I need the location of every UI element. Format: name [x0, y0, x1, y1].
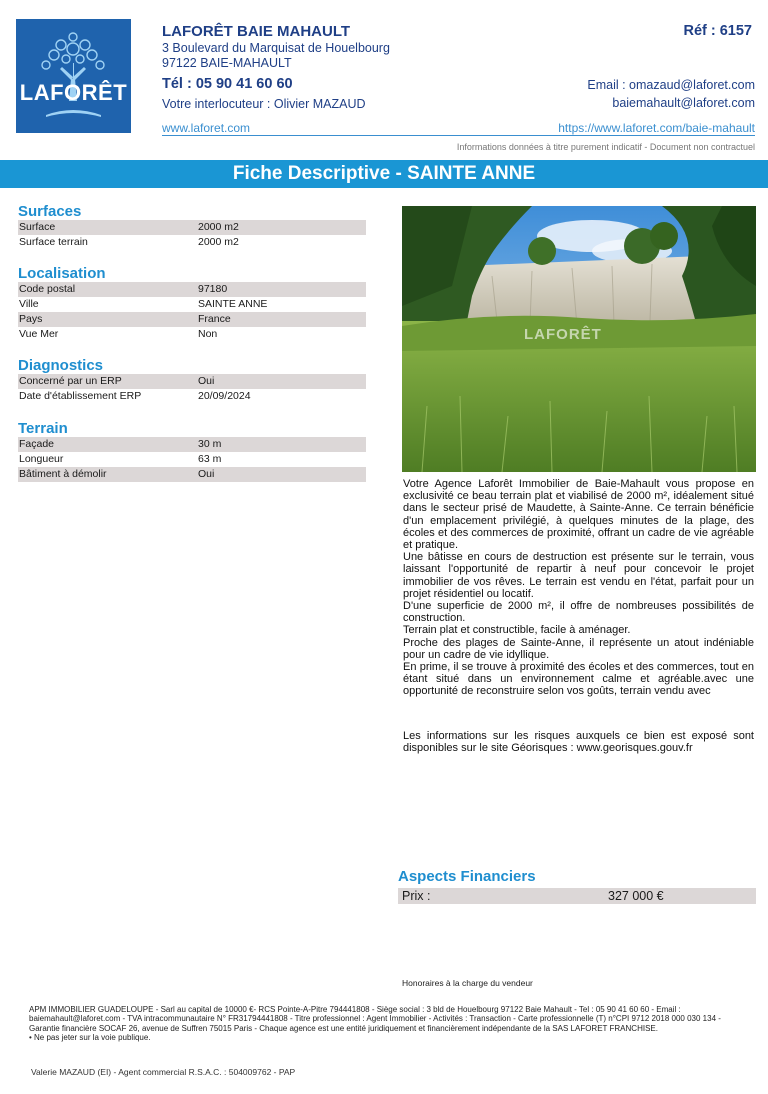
agency-name: LAFORÊT BAIE MAHAULT: [162, 23, 351, 40]
row-label: Surface: [19, 221, 56, 233]
row-value: 97180: [198, 283, 228, 295]
row-value: Non: [198, 328, 218, 340]
row-value: 2000 m2: [198, 236, 239, 248]
table-row: [18, 312, 366, 327]
disclaimer: Informations données à titre purement indicatif - Document non contractuel: [456, 142, 755, 152]
tree-icon: [16, 19, 131, 133]
surfaces-section: [18, 203, 366, 250]
section-title: Surfaces: [18, 203, 82, 220]
table-row: [18, 467, 366, 482]
row-label: Ville: [19, 298, 39, 310]
risks-note: Les informations sur les risques auxquels ce bien est exposé sont disponibles sur le site Géorisques : www.georisques.gouv.fr: [403, 730, 754, 755]
description-paragraph: En prime, il se trouve à proximité des écoles et des commerces, tout en étant situé dans un environnement calme et agréable.avec une opportunité de reconstruire selon vos goûts, terrain vendu avec: [403, 661, 754, 698]
row-value: 30 m: [198, 438, 222, 450]
section-title: Terrain: [18, 420, 68, 437]
table-row: [18, 220, 366, 235]
row-value: 20/09/2024: [198, 390, 251, 402]
legal-text: APM IMMOBILIER GUADELOUPE - Sarl au capital de 10000 €- RCS Pointe-A-Pitre 794441808 - Siège social : 3 bld de Houelbourg 97122 Baie Mahault - Tel : 05 90 41 60 60 - Email : baiemahault@laforet.com - TVA intracommunautaire N° FR31794441808 - Titre professionnel : Agent Immobilier - Activités : Transaction - Carte professionnelle (T) n°CPI 9712 2018 000 030 134 - Garantie financière SOCAF 26, avenue de Suffren 75015 Paris - Chaque agence est une entité juridiquement et financièrement indépendante de la SAS LAFORET FRANCHISE.: [29, 1005, 721, 1033]
table-row: [18, 297, 366, 312]
table-row: [18, 437, 366, 452]
terrain-section: [18, 420, 366, 482]
row-value: Oui: [198, 375, 215, 387]
description-paragraph: Proche des plages de Sainte-Anne, il représente un atout indéniable pour un cadre de vie idyllique.: [403, 636, 754, 661]
description-paragraph: Une bâtisse en cours de destruction est présente sur le terrain, vous laissant l'opportunité de repartir à neuf pour concevoir le projet immobilier de vos rêves. Le terrain est vendu en l'état, parfait pour un projet résidentiel ou locatif.: [403, 551, 754, 600]
table-row: [18, 389, 366, 404]
table-row: [18, 327, 366, 342]
localisation-section: [18, 265, 366, 342]
description-paragraph: D'une superficie de 2000 m², il offre de nombreuses possibilités de construction.: [403, 600, 754, 625]
laforet-logo: [16, 19, 131, 133]
row-label: Longueur: [19, 453, 64, 465]
legal-footer: [29, 1005, 741, 1043]
photo-watermark: LAFORÊT: [524, 326, 602, 343]
agency-website-link[interactable]: https://www.laforet.com/baie-mahault: [558, 121, 755, 135]
property-photo[interactable]: [402, 206, 756, 472]
row-value: 2000 m2: [198, 221, 239, 233]
table-row: [18, 282, 366, 297]
row-label: Concerné par un ERP: [19, 375, 122, 387]
contact-email[interactable]: Email : omazaud@laforet.com: [587, 78, 755, 92]
financial-title: Aspects Financiers: [398, 868, 536, 885]
agent-info: Valerie MAZAUD (EI) - Agent commercial R.S.A.C. : 504009762 - PAP: [31, 1067, 296, 1077]
row-label: Pays: [19, 313, 43, 325]
row-label: Façade: [19, 438, 55, 450]
row-label: Surface terrain: [19, 236, 88, 248]
section-title: Diagnostics: [18, 357, 104, 374]
address-line-1: 3 Boulevard du Marquisat de Houelbourg: [162, 41, 390, 55]
row-label: Bâtiment à démolir: [19, 468, 107, 480]
price-label: Prix :: [402, 889, 431, 903]
row-value: Oui: [198, 468, 215, 480]
fees-note: Honoraires à la charge du vendeur: [402, 978, 533, 988]
contact-person: Votre interlocuteur : Olivier MAZAUD: [162, 97, 366, 111]
no-litter-note: • Ne pas jeter sur la voie publique.: [29, 1033, 151, 1043]
price-value: 327 000 €: [608, 889, 664, 903]
description-paragraph: Terrain plat et constructible, facile à aménager.: [403, 624, 631, 637]
row-value: France: [198, 313, 231, 325]
agency-email[interactable]: baiemahault@laforet.com: [612, 96, 755, 110]
row-value: SAINTE ANNE: [198, 298, 268, 310]
header-divider: [162, 135, 755, 136]
reference-number: Réf : 6157: [683, 23, 752, 39]
description-paragraph: Votre Agence Laforêt Immobilier de Baie-Mahault vous propose en exclusivité ce beau terrain plat et viabilisé de 2000 m², idéalement situé dans le secteur prisé de Maudette, à Sainte-Anne. Ce terrain bénéficie d'un emplacement privilégié, à quelques minutes de la plage, des écoles et des commerces de proximité, offrant un cadre de vie agréable et pratique.: [403, 478, 754, 552]
table-row: [18, 235, 366, 250]
website-link[interactable]: www.laforet.com: [162, 121, 251, 135]
diagnostics-section: [18, 357, 366, 404]
logo-text: LAFORÊT: [19, 80, 128, 105]
page-title: Fiche Descriptive - SAINTE ANNE: [0, 160, 768, 188]
price-row: [398, 888, 756, 904]
table-row: [18, 374, 366, 389]
agency-phone: Tél : 05 90 41 60 60: [162, 76, 293, 92]
row-label: Date d'établissement ERP: [19, 390, 142, 402]
row-value: 63 m: [198, 453, 222, 465]
table-row: [18, 452, 366, 467]
section-title: Localisation: [18, 265, 106, 282]
row-label: Code postal: [19, 283, 76, 295]
address-line-2: 97122 BAIE-MAHAULT: [162, 56, 292, 70]
property-description: [403, 478, 754, 698]
row-label: Vue Mer: [19, 328, 59, 340]
